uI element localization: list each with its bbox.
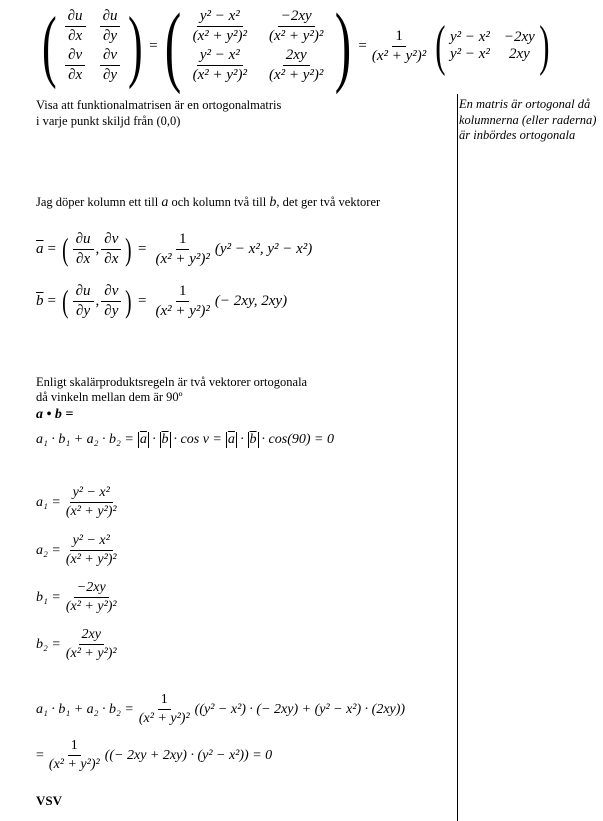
- calc1-lhs: a₁ · b₁ + a₂ · b₂ =: [36, 701, 134, 717]
- left-paren: (: [435, 15, 446, 77]
- m21-num: y² − x²: [197, 47, 243, 66]
- a-du: ∂u: [73, 231, 94, 250]
- left-paren: (: [41, 2, 57, 90]
- a2-den: (x² + y²)²: [65, 552, 117, 567]
- calc2-equals: =: [36, 747, 44, 763]
- dv-dx-num: ∂v: [65, 47, 85, 66]
- naming-mid: och kolumn två till: [171, 195, 267, 209]
- calc2-den: (x² + y²)²: [48, 757, 100, 772]
- b-dy2: ∂y: [104, 302, 119, 319]
- a2-definition: [36, 533, 122, 568]
- vector-b: $\overline{b}$: [36, 292, 44, 309]
- naming-a: a: [161, 195, 169, 210]
- scalar-line-1: Enligt skalärproduktsregeln är två vektorer ortogonala: [36, 375, 308, 389]
- du-dy-den: ∂y: [102, 28, 118, 44]
- b1-num: −2xy: [74, 580, 109, 598]
- a1-num: y² − x²: [70, 485, 113, 503]
- qed-mark: VSV: [36, 793, 63, 808]
- calc2-num: 1: [68, 738, 81, 756]
- b-factor-den: (x² + y²)²: [155, 302, 210, 319]
- b2-definition: [36, 627, 122, 662]
- du-dx-num: ∂u: [65, 8, 86, 27]
- m22-num: 2xy: [283, 47, 310, 66]
- scalar-line-2: då vinkeln mellan dem är 90º: [36, 390, 183, 404]
- margin-note: En matris är ortogonal då kolumnerna (eller raderna) är inbördes ortogonala: [459, 97, 597, 142]
- abs-a2: $\overline{a}$: [227, 432, 235, 447]
- scalar-cos: · cos v =: [173, 432, 222, 447]
- abs-a: $\overline{a}$: [139, 432, 147, 447]
- vector-a-equation: $\overline{a}$ = ( $\frac{\partial u}{\partial x}$ , $\frac{\partial v}{\partial x}$ ) = $\frac{1}{\text{(x² + y²)²}}$ (y² − x², y² − x²): [36, 230, 313, 267]
- a1-definition: [36, 485, 122, 520]
- a1-den: (x² + y²)²: [65, 504, 117, 519]
- a-factor-den: (x² + y²)²: [155, 250, 210, 267]
- b-components: (− 2xy, 2xy): [214, 292, 288, 309]
- a-factor-num: 1: [176, 231, 190, 250]
- calc1-den: (x² + y²)²: [138, 711, 190, 726]
- b2-den: (x² + y²)²: [65, 646, 117, 661]
- right-paren: ): [125, 231, 132, 267]
- right-paren: ): [125, 283, 132, 319]
- task-line-1: Visa att funktionalmatrisen är en ortogonalmatris: [36, 98, 282, 112]
- equals-sign: =: [138, 240, 147, 257]
- naming-pre: Jag döper kolumn ett till: [36, 195, 159, 209]
- dot-op: ·: [239, 432, 245, 447]
- factor-den: (x² + y²)²: [371, 47, 427, 64]
- b2-num: 2xy: [79, 627, 104, 645]
- left-paren: (: [62, 231, 69, 267]
- scalar-product-line: [36, 432, 334, 448]
- s22: 2xy: [508, 46, 530, 62]
- jacobian-equation: [36, 0, 553, 95]
- dv-dy-num: ∂v: [100, 47, 120, 66]
- equals-sign: =: [138, 292, 147, 309]
- factor-num: 1: [392, 28, 406, 47]
- equals-sign: =: [358, 37, 367, 54]
- m22-den: (x² + y²)²: [269, 67, 324, 83]
- a2-label: a₂ =: [36, 542, 61, 558]
- scalar-cos90: · cos(90) = 0: [261, 432, 334, 447]
- right-paren: ): [128, 2, 144, 90]
- task-line-2: i varje punkt skiljd från (0,0): [36, 114, 181, 128]
- s21: y² − x²: [449, 46, 490, 62]
- m12-num: −2xy: [278, 8, 315, 27]
- m21-den: (x² + y²)²: [192, 67, 247, 83]
- a-dx2: ∂x: [104, 250, 119, 267]
- m12-den: (x² + y²)²: [269, 28, 324, 44]
- du-dy-num: ∂u: [100, 8, 121, 27]
- right-paren: ): [335, 0, 352, 95]
- left-paren: (: [62, 283, 69, 319]
- b-dy: ∂y: [76, 302, 91, 319]
- calc1-num: 1: [158, 692, 171, 710]
- calc2-rhs: ((− 2xy + 2xy) · (y² − x²)) = 0: [104, 747, 273, 763]
- simplified-matrix: [450, 29, 535, 63]
- equals-sign: =: [47, 240, 56, 257]
- m11-den: (x² + y²)²: [192, 28, 247, 44]
- vector-a: $\overline{a}$: [36, 240, 44, 257]
- b-factor-num: 1: [176, 283, 190, 302]
- b-dv: ∂v: [101, 283, 121, 302]
- calculation-line-1: [36, 692, 405, 727]
- vector-b-equation: $\overline{b}$ = ( $\frac{\partial u}{\partial y}$ , $\frac{\partial v}{\partial y}$ ) = $\frac{1}{\text{(x² + y²)²}}$ (− 2xy, 2xy): [36, 282, 288, 319]
- a-components: (y² − x², y² − x²): [214, 240, 313, 257]
- calculation-line-2: [36, 738, 272, 773]
- dv-dy-den: ∂y: [102, 67, 118, 83]
- s11: y² − x²: [449, 29, 490, 45]
- margin-divider: [457, 94, 458, 821]
- a2-num: y² − x²: [70, 533, 113, 551]
- calc1-rhs: ((y² − x²) · (− 2xy) + (y² − x²) · (2xy)): [194, 701, 406, 717]
- abs-b: $\overline{b}$: [161, 432, 169, 447]
- left-paren: (: [164, 0, 181, 95]
- jacobian-partials: [63, 8, 123, 84]
- equals-sign: =: [47, 292, 56, 309]
- equals-sign: =: [149, 37, 158, 54]
- abs-b2: $\overline{b}$: [249, 432, 257, 447]
- b1-label: b₁ =: [36, 589, 61, 605]
- a1-label: a₁ =: [36, 494, 61, 510]
- right-paren: ): [539, 15, 550, 77]
- m11-num: y² − x²: [197, 8, 243, 27]
- naming-post: , det ger två vektorer: [276, 195, 381, 209]
- a-dx: ∂x: [76, 250, 91, 267]
- dot-op: ·: [151, 432, 157, 447]
- scalar-lhs: a₁ · b₁ + a₂ · b₂ =: [36, 432, 134, 447]
- a-dv: ∂v: [101, 231, 121, 250]
- b1-den: (x² + y²)²: [65, 599, 117, 614]
- b2-label: b₂ =: [36, 636, 61, 652]
- s12: −2xy: [503, 29, 535, 45]
- b1-definition: [36, 580, 122, 615]
- du-dx-den: ∂x: [68, 28, 83, 44]
- dv-dx-den: ∂x: [68, 67, 83, 83]
- naming-sentence: [36, 195, 380, 210]
- a-dot-b: a • b =: [36, 407, 74, 422]
- naming-b: b: [269, 195, 277, 210]
- jacobian-values: [188, 8, 329, 84]
- b-du: ∂u: [73, 283, 94, 302]
